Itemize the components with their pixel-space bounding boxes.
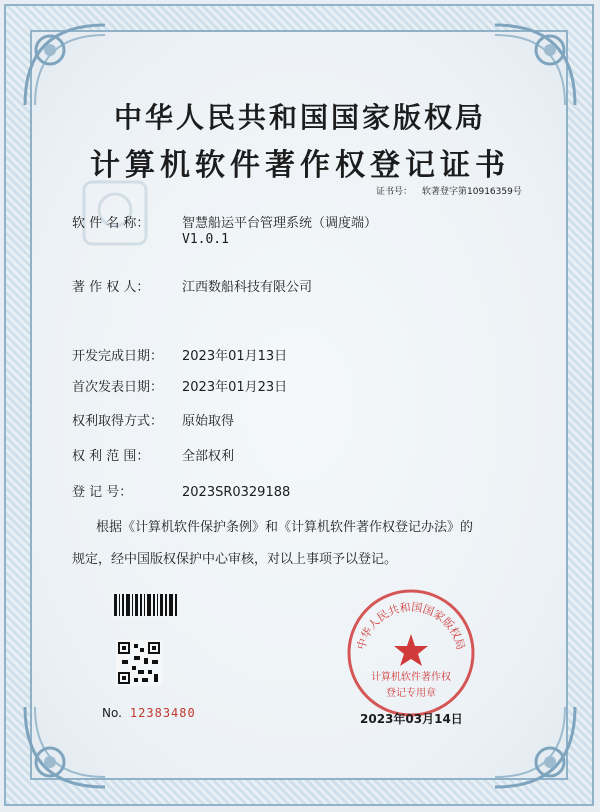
issue-date: 2023年03月14日 — [360, 712, 463, 726]
serial-number — [102, 706, 196, 720]
publish-date-value: 2023年01月23日 — [182, 380, 288, 395]
registration-value: 2023SR0329188 — [182, 485, 291, 500]
scope-label: 权 利 范 围： — [72, 449, 150, 464]
barcode-icon — [112, 592, 180, 618]
seal-text-line-1: 计算机软件著作权 — [371, 672, 451, 683]
statement-paragraph — [72, 512, 542, 576]
dev-date-label: 开发完成日期： — [72, 349, 164, 364]
corner-ornament — [20, 702, 110, 792]
statement-line-2: 规定，经中国版权保护中心审核，对以上事项予以登记。 — [72, 552, 398, 567]
certificate-number — [376, 184, 522, 197]
scope-value: 全部权利 — [182, 449, 235, 464]
software-version: V1.0.1 — [182, 232, 229, 247]
certificate-number-label: 证书号： — [376, 187, 413, 197]
issuing-authority: 中华人民共和国国家版权局 — [113, 101, 486, 134]
certificate-number-value: 软著登字第10916359号 — [422, 187, 522, 197]
software-name-row — [72, 212, 377, 231]
owner-label: 著 作 权 人： — [72, 280, 150, 295]
seal-star-icon — [394, 634, 428, 666]
acquire-row — [72, 410, 234, 429]
owner-row — [72, 276, 312, 295]
seal-arc-text: 中华人民共和国国家版权局 — [354, 600, 468, 652]
corner-ornament — [490, 702, 580, 792]
seal-text-line-2: 登记专用章 — [386, 688, 436, 699]
scope-row — [72, 445, 234, 464]
publish-date-row — [72, 376, 287, 395]
registration-label: 登 记 号： — [72, 485, 133, 500]
dev-date-row — [72, 345, 287, 364]
serial-number-label: No. — [102, 706, 122, 720]
software-name-value: 智慧船运平台管理系统（调度端） — [182, 216, 378, 231]
acquire-label: 权利取得方式： — [72, 414, 164, 429]
certificate-title: 计算机软件著作权登记证书 — [90, 148, 510, 183]
software-name-label: 软 件 名 称： — [72, 216, 150, 231]
publish-date-label: 首次发表日期： — [72, 380, 164, 395]
qr-code-icon — [116, 640, 162, 686]
dev-date-value: 2023年01月13日 — [182, 349, 288, 364]
acquire-value: 原始取得 — [182, 414, 235, 429]
statement-line-1: 根据《计算机软件保护条例》和《计算机软件著作权登记办法》的 — [96, 520, 474, 535]
owner-value: 江西数船科技有限公司 — [182, 280, 313, 295]
serial-number-value: 12383480 — [129, 706, 196, 720]
registration-row — [72, 481, 290, 500]
